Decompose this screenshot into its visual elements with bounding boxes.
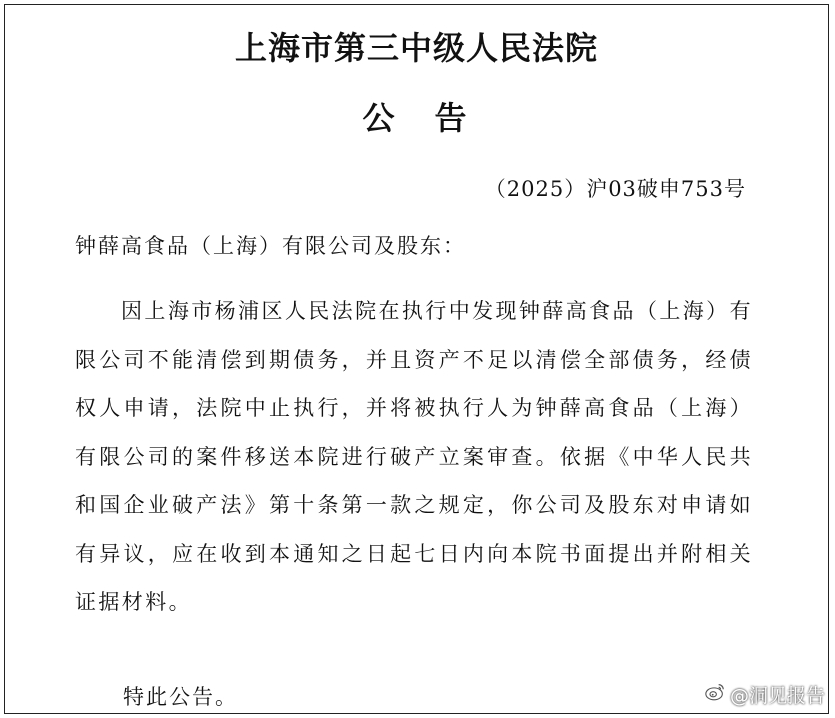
addressee: 钟薛高食品（上海）有限公司及股东：	[75, 234, 466, 258]
notice-body: 因上海市杨浦区人民法院在执行中发现钟薛高食品（上海）有限公司不能清偿到期债务，并且资产不足以清偿全部债务，经债权人申请，法院中止执行，并将被执行人为钟薛高食品（上海）有限公司的案件移送本院进行破产立案审查。依据《中华人民共和国企业破产法》第十条第一款之规定，你公司及股东对申请如有异议，应在收到本通知之日起七日内向本院书面提出并附相关证据材料。	[75, 299, 753, 614]
watermark	[704, 681, 825, 708]
watermark-text: @洞见报告	[729, 685, 825, 707]
closing-statement: 特此公告。	[123, 685, 238, 709]
notice-document	[4, 4, 829, 714]
court-name: 上海市第三中级人民法院	[234, 29, 598, 67]
case-number: （2025）沪03破申753号	[484, 177, 746, 201]
weibo-icon	[704, 681, 726, 708]
notice-title: 公告	[362, 99, 507, 137]
